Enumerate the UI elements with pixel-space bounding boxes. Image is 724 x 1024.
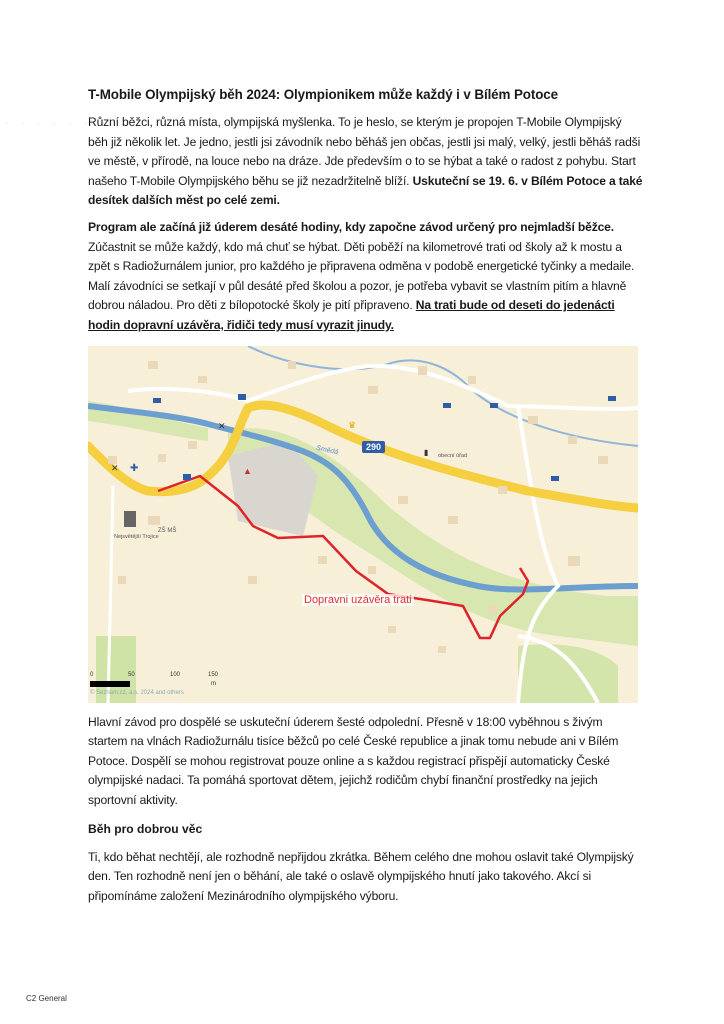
- road-number-badge: 290: [362, 441, 385, 453]
- bus-stop-icon: [183, 474, 191, 480]
- post-office-icon: [238, 394, 246, 400]
- river-label: Smědá: [315, 444, 339, 456]
- margin-marks: - - - - - -: [6, 121, 93, 127]
- scale-tick: 50: [128, 671, 135, 678]
- bus-stop-icon-2: [153, 398, 161, 403]
- paragraph-intro: [88, 113, 643, 211]
- map-copyright: © Seznam.cz, a.s. 2024 and others: [90, 689, 184, 696]
- school-label: ZŠ MŠ: [158, 527, 177, 534]
- scale-tick: 100: [170, 671, 181, 678]
- scale-bar: [90, 681, 130, 687]
- article-title: T-Mobile Olympijský běh 2024: Olympionikem může každý i v Bílém Potoce: [88, 87, 559, 102]
- bus-stop-icon-4: [490, 403, 498, 408]
- bus-stop-icon-6: [551, 476, 559, 481]
- traffic-closure-notice: Na trati bude od deseti do jedenácti hodin dopravní uzávěra, řidiči tedy musí vyrazit jinudy.: [88, 298, 615, 332]
- kids-program-text: Zúčastnit se může každý, kdo má chuť se hýbat. Děti poběží na kilometrové trati od školy až k mostu a zpět s Radiožurnálem junior, pro každého je připravena odměna v podobě energetické tyčinky a medaile. Malí závodníci se setkají v půl desáté před školou a pozor, je potřeba vybavit se vlastním pitím a hlavně dobrou náladou. Pro děti z bílopotocké školy je pití připraveno.: [88, 239, 635, 313]
- office-label: obecní úřad: [438, 452, 468, 459]
- monument-icon: ▲: [243, 465, 252, 476]
- map-graphic: [88, 346, 638, 703]
- scale-unit: m: [211, 680, 216, 687]
- paragraph-olympic-day: Ti, kdo běhat nechtějí, ale rozhodně nepřijdou zkrátka. Během celého dne mohou oslavit také Olympijský den. Ten rozhodně není jen o běhání, ale také o oslavě olympijského hnutí jako takového. Akcí si připomínáme založení Mezinárodního olympijského výboru.: [88, 849, 634, 903]
- paragraph-kids-program: [88, 218, 643, 336]
- bus-stop-icon-3: [443, 403, 451, 408]
- route-map: [88, 346, 638, 703]
- castle-icon: ♛: [348, 419, 357, 430]
- church-landmark-icon: [124, 511, 136, 527]
- closure-label: Dopravni uzávěra trati: [304, 593, 412, 606]
- article: [88, 86, 643, 913]
- kids-program-lead: Program ale začíná již úderem desáté hodiny, kdy započne závod určený pro nejmladší běžce.: [88, 219, 614, 234]
- crossed-tools-icon-2: ✕: [218, 420, 226, 431]
- town-hall-icon: ▮: [424, 447, 429, 457]
- church-icon: ✚: [130, 462, 139, 474]
- crossed-tools-icon: ✕: [111, 462, 119, 473]
- intro-text: Různí běžci, různá místa, olympijská myšlenka. To je heslo, se kterým je propojen T-Mobile Olympijský běh již několik let. Je jedno, jestli jsi závodník nebo běháš jen občas, jestli jsi malý, velký, jestli běháš radši ve městě, v přírodě, na louce nebo na dráze. Jde především o to se hýbat a také o radost z pohybu. Start našeho T-Mobile Olympijského běhu se již nezadržitelně blíží.: [88, 115, 641, 188]
- classification-label: C2 General: [26, 994, 67, 1003]
- bus-stop-icon-5: [608, 396, 616, 401]
- church-label: Nejsvětější Trojice: [114, 533, 159, 540]
- intro-date-bold: Uskuteční se 19. 6. v Bílém Potoce a také desítek dalších měst po celé zemi.: [88, 173, 643, 208]
- subheading: Běh pro dobrou věc: [88, 821, 203, 836]
- paragraph-main-race: Hlavní závod pro dospělé se uskuteční úderem šesté odpolední. Přesně v 18:00 vyběhnou s živým startem na vlnách Radiožurnálu tisíce běžců po celé České republice a jinak tomu nebude ani v Bílém Potoce. Dospělí se mohou registrovat pouze online a s každou registrací přispějí automaticky České olympijské nadaci. Ta pomáhá sportovat dětem, jejichž rodičům chybí finanční prostředky na jejich sportovní aktivity.: [88, 714, 619, 807]
- scale-tick: 150: [208, 671, 219, 678]
- scale-tick: 0: [90, 671, 94, 678]
